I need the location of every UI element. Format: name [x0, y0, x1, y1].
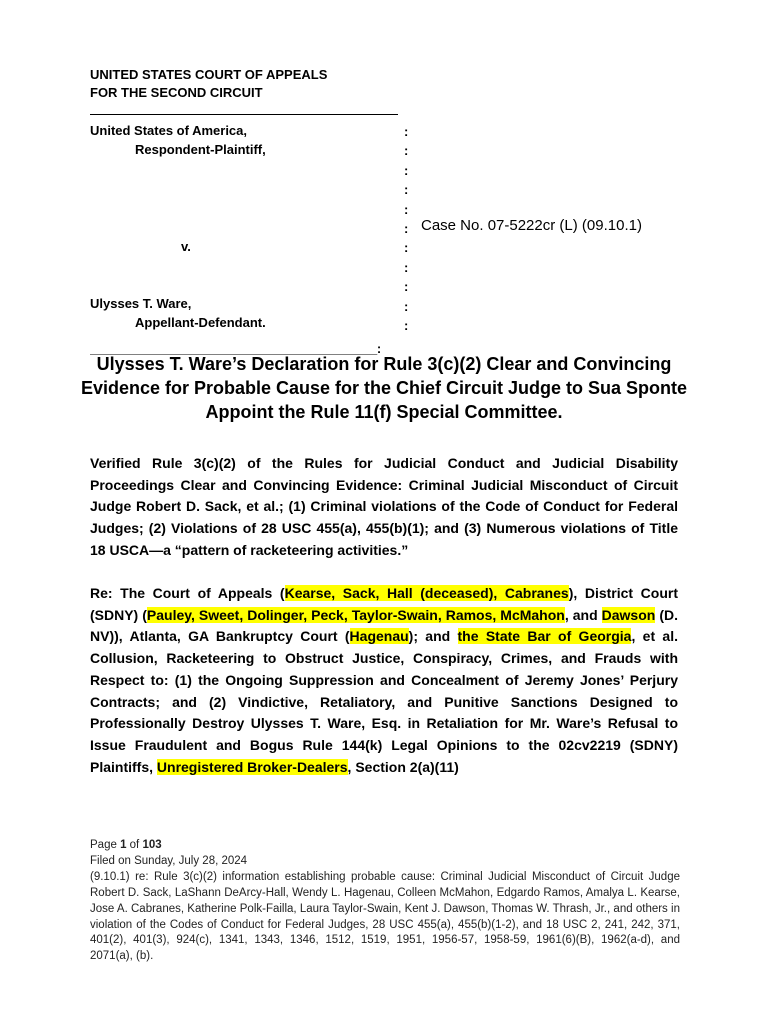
page-current: 1 [120, 839, 127, 851]
caption-colon: : [404, 317, 409, 333]
versus-label: v. [181, 239, 191, 254]
re-text: ); and [408, 628, 458, 645]
highlighted-names: Pauley, Sweet, Dolinger, Peck, Taylor-Swain, Ramos, McMahon [146, 606, 565, 623]
re-text: , Section 2(a)(11) [347, 758, 459, 775]
filed-date: Filed on Sunday, July 28, 2024 [90, 854, 248, 867]
caption-colon: : [404, 143, 409, 159]
caption-colon: : [404, 259, 409, 275]
caption-colon: : [404, 124, 409, 139]
case-number: Case No. 07-5222cr (L) (09.10.1) [421, 217, 642, 234]
plaintiff-name: United States of America, [90, 123, 248, 138]
caption-colon: : [404, 279, 409, 295]
page-total: 103 [142, 839, 162, 851]
caption-colon: : [404, 201, 409, 217]
defendant-role: Appellant-Defendant. [135, 315, 266, 330]
page-number [90, 838, 680, 854]
court-name: UNITED STATES COURT OF APPEALS [90, 67, 328, 82]
re-text: Re: The Court of Appeals ( [90, 585, 285, 601]
defendant-name: Ulysses T. Ware, [90, 296, 192, 311]
re-paragraph [90, 583, 678, 778]
caption-colon: : [404, 298, 409, 314]
page-of: of [126, 839, 143, 851]
re-text: , and [564, 606, 602, 623]
highlighted-names: Unregistered Broker-Dealers [156, 758, 348, 775]
court-circuit: FOR THE SECOND CIRCUIT [90, 85, 263, 100]
plaintiff-role: Respondent-Plaintiff, [135, 142, 266, 157]
highlighted-names: the State Bar of Georgia [457, 628, 632, 645]
caption-top-rule [90, 114, 398, 115]
caption-colon-column [404, 122, 408, 335]
page-label: Page [90, 839, 121, 851]
re-text: ), District Court (SDNY) ( [90, 585, 678, 623]
caption-colon: : [404, 182, 409, 198]
page-footer [90, 838, 680, 965]
footer-note: (9.10.1) re: Rule 3(c)(2) information establishing probable cause: Criminal Judicial Misconduct of Circuit Judge Robert D. Sack, LaShann DeArcy-Hall, Wendy L. Hagenau, Colleen McMahon, Edgardo Ramos, Amalya L. Kearse, Jose A. Cabranes, Katherine Polk-Failla, Laura Taylor-Swain, Kent J. Dawson, Thomas W. Thrash, Jr., and others in violation of the Codes of Conduct for Federal Judges, 28 USC 455(a), 455(b)(1-2), and 18 USC 2, 241, 242, 371, 401(2), 401(3), 924(c), 1341, 1343, 1346, 1512, 1519, 1951, 1956-57, 1958-59, 1961(6)(B), 1962(a-d), and 2071(a), (b). [90, 870, 680, 963]
highlighted-names: Kearse, Sack, Hall (deceased), Cabranes [284, 585, 569, 601]
highlighted-names: Dawson [601, 606, 656, 623]
caption-colon: : [404, 240, 409, 256]
re-text: , et al. Collusion, Racketeering to Obstruct Justice, Conspiracy, Crimes, and Frauds with Respect to: (1) the Ongoing Suppression and Concealment of Jeremy Jones’ Perjury Contracts; and (2) Vindictive, Retaliatory, and Punitive Sanctions Designed to Professionally Destroy Ulysses T. Ware, Esq. in Retaliation for Mr. Ware’s Refusal to Issue Fraudulent and Bogus Rule 144(k) Legal Opinions to the 02cv2219 (SDNY) Plaintiffs, [90, 628, 678, 775]
document-title: Ulysses T. Ware’s Declaration for Rule 3(c)(2) Clear and Convincing Evidence for Probable Cause for the Chief Circuit Judge to Sua Sponte Appoint the Rule 11(f) Special Committee. [80, 354, 688, 422]
caption-colon: : [404, 162, 409, 178]
verified-paragraph: Verified Rule 3(c)(2) of the Rules for Judicial Conduct and Judicial Disability Proceedings Clear and Convincing Evidence: Criminal Judicial Misconduct of Circuit Judge Robert D. Sack, et al.; (1) Criminal violations of the Code of Conduct for Federal Judges; (2) Violations of 28 USC 455(a), 455(b)(1); and (3) Numerous violations of Title 18 USCA—a “pattern of racketeering activities.” [90, 455, 678, 558]
re-text: (D. NV)), Atlanta, GA Bankruptcy Court ( [90, 606, 678, 645]
caption-bottom-rule: __________________________________________: [90, 342, 381, 356]
caption-colon: : [404, 220, 409, 236]
highlighted-names: Hagenau [349, 628, 409, 645]
court-heading [90, 66, 327, 102]
